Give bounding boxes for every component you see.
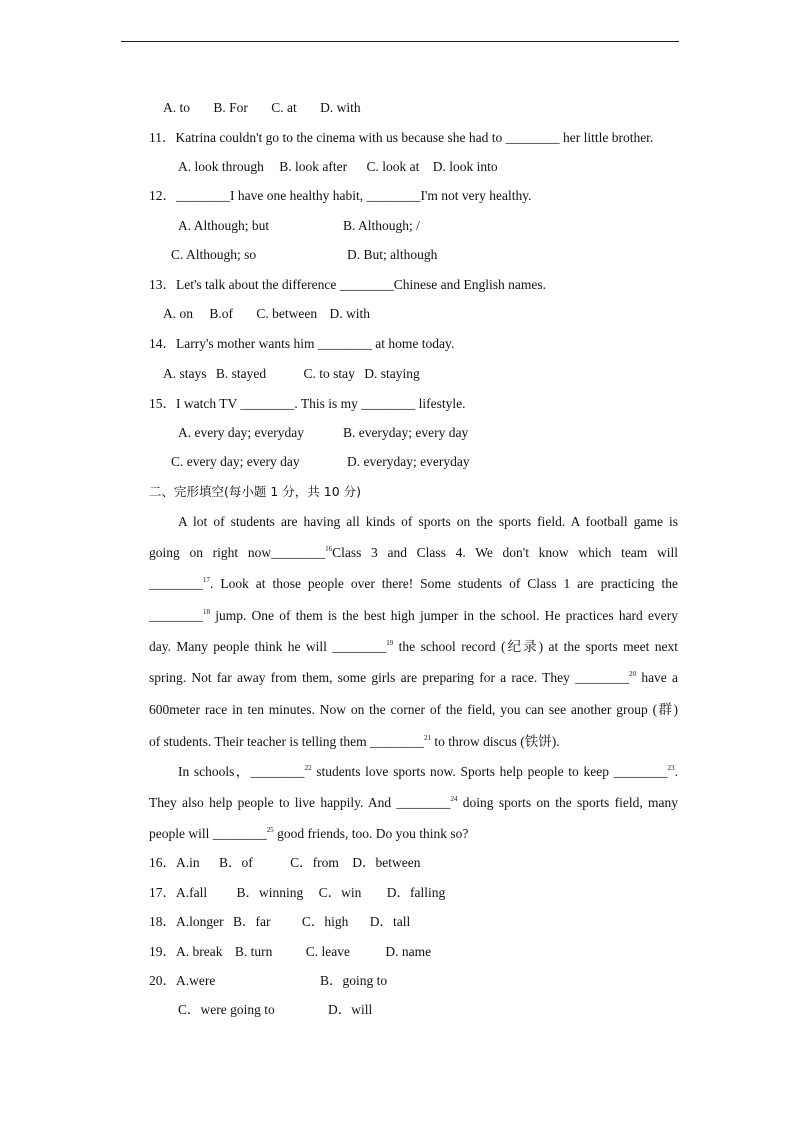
passage-text: . Look at those people over there! Some students of Class 1 are practicing the: [210, 576, 678, 591]
q13-stem: 13．Let's talk about the difference ________Chinese and English names.: [149, 277, 546, 292]
blank-number-22: 22: [304, 763, 312, 772]
blank-number-24: 24: [450, 794, 458, 803]
passage-line: 600meter race in ten minutes. Now on the corner of the field, you can see another group (群): [149, 702, 678, 717]
q10-option-d: D. with: [320, 100, 361, 115]
blank-number-16: 16: [325, 544, 333, 553]
q19-option-c: C. leave: [305, 944, 350, 959]
passage-text: day. Many people think he will ________: [149, 639, 387, 654]
passage-line: [149, 734, 560, 750]
q14-option-d: D. staying: [364, 366, 420, 381]
q10-options: [163, 100, 361, 116]
q12-option-d: D. But; although: [347, 247, 438, 262]
passage-line: [149, 576, 678, 592]
passage-text: ________: [149, 576, 203, 591]
q18-option-b: B．far: [233, 914, 271, 929]
passage-text: students love sports now. Sports help people to keep ________: [311, 764, 668, 779]
q12-option-b: B. Although; /: [343, 218, 420, 233]
passage-text: of students. Their teacher is telling them ________: [149, 734, 424, 749]
passage-text: Class 3 and Class 4. We don't know which team will: [332, 545, 678, 560]
passage-text: In schools，________: [178, 764, 305, 779]
q15-stem: 15．I watch TV ________. This is my ________ lifestyle.: [149, 396, 466, 411]
q15-option-d: D. everyday; everyday: [347, 454, 470, 469]
q11-stem: 11．Katrina couldn't go to the cinema with us because she had to ________ her little brother.: [149, 130, 654, 145]
q10-option-c: C. at: [271, 100, 297, 115]
blank-number-25: 25: [266, 825, 274, 834]
q15-option-a: A. every day; everyday: [178, 425, 304, 440]
passage-text: .: [674, 764, 679, 779]
q15-option-c: C. every day; every day: [171, 454, 300, 469]
q20-option-b: B．going to: [320, 973, 388, 988]
q14-option-a: A. stays: [163, 366, 207, 381]
blank-number-19: 19: [386, 638, 394, 647]
q11-option-b: B. look after: [279, 159, 348, 174]
q18-option-c: C．high: [301, 914, 349, 929]
passage-text: going on right now________: [149, 545, 326, 560]
passage-line: [149, 545, 678, 561]
q12-stem: 12．________I have one healthy habit, ________I'm not very healthy.: [149, 188, 532, 203]
q17-option-a: 17．A.fall: [149, 885, 208, 900]
q16-option-c: C．from: [290, 855, 339, 870]
q16-option-b: B．of: [219, 855, 253, 870]
passage-line: [149, 639, 678, 655]
passage-line: [149, 826, 468, 842]
passage-text: good friends, too. Do you think so?: [273, 826, 469, 841]
q10-option-b: B. For: [213, 100, 248, 115]
q15-option-b: B. everyday; every day: [343, 425, 469, 440]
q19-option-b: B. turn: [234, 944, 273, 959]
q11-option-d: D. look into: [432, 159, 498, 174]
passage-text: They also help people to live happily. And ________: [149, 795, 451, 810]
passage-text: doing sports on the sports field, many: [457, 795, 678, 810]
q17-option-d: D．falling: [386, 885, 446, 900]
q19-option-a: 19．A. break: [149, 944, 223, 959]
q11-options: [178, 159, 498, 175]
blank-number-21: 21: [423, 733, 431, 742]
section-heading-cloze: 二、完形填空(每小题 1 分，共 10 分): [149, 484, 362, 499]
q18-option-d: D．tall: [369, 914, 411, 929]
q13-option-c: C. between: [256, 306, 318, 321]
q12-option-c: C. Although; so: [171, 247, 257, 262]
q17-line: [149, 885, 445, 901]
passage-text: have a: [636, 670, 678, 685]
q11-option-a: A. look through: [178, 159, 264, 174]
q13-options: [163, 306, 370, 322]
q14-stem: 14．Larry's mother wants him ________ at home today.: [149, 336, 455, 351]
passage-text: to throw discus (铁饼).: [430, 734, 560, 749]
q20-option-d: D．will: [328, 1002, 373, 1017]
passage-line: [149, 608, 678, 624]
blank-number-20: 20: [629, 669, 637, 678]
passage-line: A lot of students are having all kinds of sports on the sports field. A football game is: [178, 514, 678, 529]
passage-line: [178, 764, 678, 780]
q13-option-a: A. on: [163, 306, 193, 321]
q16-option-d: D．between: [352, 855, 421, 870]
q13-option-b: B.of: [209, 306, 233, 321]
passage-text: ________: [149, 608, 203, 623]
blank-number-17: 17: [203, 575, 210, 584]
q20-option-c: C．were going to: [178, 1002, 275, 1017]
q14-option-c: C. to stay: [303, 366, 355, 381]
passage-line: [149, 670, 678, 686]
q16-line: [149, 855, 420, 871]
q14-option-b: B. stayed: [215, 366, 267, 381]
blank-number-23: 23: [667, 763, 675, 772]
blank-number-18: 18: [203, 607, 210, 616]
q18-option-a: 18．A.longer: [149, 914, 224, 929]
q11-option-c: C. look at: [366, 159, 420, 174]
q12-option-a: A. Although; but: [178, 218, 270, 233]
q20-option-a: 20．A.were: [149, 973, 216, 988]
q18-line: [149, 914, 410, 930]
q10-option-a: A. to: [163, 100, 190, 115]
passage-text: the school record (纪录) at the sports meet next: [393, 639, 678, 654]
q19-option-d: D. name: [385, 944, 432, 959]
q14-options: [163, 366, 420, 382]
q13-option-d: D. with: [329, 306, 370, 321]
passage-text: people will ________: [149, 826, 267, 841]
q16-option-a: 16．A.in: [149, 855, 200, 870]
passage-text: jump. One of them is the best high jumper in the school. He practices hard every: [210, 608, 678, 623]
passage-line: [149, 795, 678, 811]
passage-text: spring. Not far away from them, some girls are preparing for a race. They ________: [149, 670, 630, 685]
q17-option-c: C．win: [318, 885, 362, 900]
header-rule: [121, 41, 679, 42]
q17-option-b: B．winning: [236, 885, 304, 900]
q19-line: [149, 944, 431, 960]
